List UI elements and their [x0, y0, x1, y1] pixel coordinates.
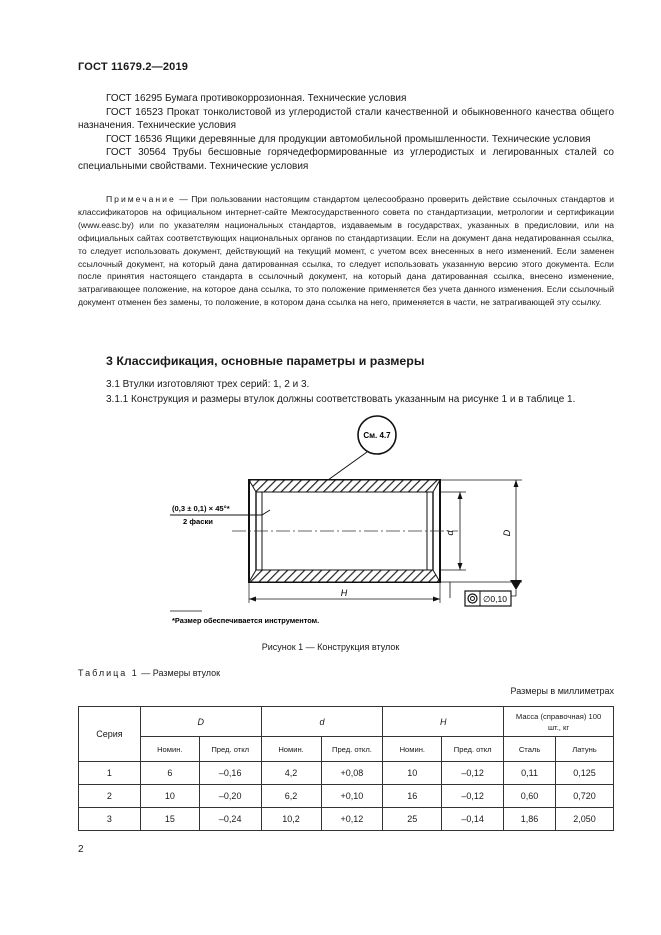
table-cell: +0,08 — [321, 762, 383, 785]
subheader-deviation: Пред. откл. — [321, 737, 383, 762]
subheader-deviation: Пред. откл — [199, 737, 261, 762]
reference-item: ГОСТ 16523 Прокат тонколистовой из углеродистой стали качественной и обыкновенного качества общего назначения. Технические условия — [78, 106, 614, 132]
dimensions-table — [78, 706, 614, 831]
table-cell: 0,60 — [504, 785, 556, 808]
table-cell: –0,14 — [442, 808, 504, 831]
document-header: ГОСТ 11679.2—2019 — [78, 61, 189, 73]
chamfer-value: (0,3 ± 0,1) × 45°* — [172, 504, 230, 513]
lower-wall-hatch — [249, 570, 440, 582]
table-cell: 15 — [140, 808, 199, 831]
table-cell: –0,16 — [199, 762, 261, 785]
chamfer-count: 2 фаски — [183, 517, 213, 526]
reference-leader — [328, 452, 367, 480]
table-cell: 0,11 — [504, 762, 556, 785]
dimension-d-label: d — [445, 530, 455, 536]
subheader-deviation: Пред. откл — [442, 737, 504, 762]
table-cell: –0,12 — [442, 762, 504, 785]
subheader-nominal: Номин. — [261, 737, 321, 762]
reference-item: ГОСТ 16536 Ящики деревянные для продукции автомобильной промышленности. Технические условия — [106, 133, 591, 145]
header-D: D — [140, 707, 261, 737]
units-note: Размеры в миллиметрах — [510, 686, 614, 696]
see-reference: См. 4.7 — [363, 431, 391, 440]
subheader-brass: Латунь — [556, 737, 614, 762]
section-heading: 3 Классификация, основные параметры и размеры — [106, 354, 425, 368]
table-cell: +0,12 — [321, 808, 383, 831]
table-cell: 0,125 — [556, 762, 614, 785]
table-row — [79, 762, 614, 785]
table-cell: 4,2 — [261, 762, 321, 785]
subheader-nominal: Номин. — [383, 737, 442, 762]
figure-footnote: *Размер обеспечивается инструментом. — [172, 616, 320, 625]
table-cell: –0,20 — [199, 785, 261, 808]
table-cell: 1,86 — [504, 808, 556, 831]
table-caption-label: Таблица 1 — [78, 668, 139, 678]
subheader-steel: Сталь — [504, 737, 556, 762]
table-cell: 0,720 — [556, 785, 614, 808]
table-cell: 6 — [140, 762, 199, 785]
header-d: d — [261, 707, 383, 737]
table-caption-text: — Размеры втулок — [138, 668, 221, 678]
table-header-row — [79, 707, 614, 737]
table-caption — [78, 668, 220, 678]
table-cell: 10,2 — [261, 808, 321, 831]
table-cell: 10 — [140, 785, 199, 808]
table-cell: –0,12 — [442, 785, 504, 808]
table-cell: –0,24 — [199, 808, 261, 831]
header-series: Серия — [79, 707, 141, 762]
note-text: — При пользовании настоящим стандартом целесообразно проверить действие ссылочных стандартов и классификаторов на официальном интернет-сайте Межгосударственного совета по стандартизации, метрологии и сертификации (www.easc.by) или по указателям национальных стандартов, издаваемым в государствах, указанных в предисловии, или на официальных сайтах соответствующих национальных органов по стандартизации. Если на документ дана недатированная ссылка, то следует использовать документ, действующий на текущий момент, с учетом всех внесенных в него изменений. Если заменен ссылочный документ, на который дана датированная ссылка, то следует использовать указанную версию этого документа. Если после принятия настоящего стандарта в ссылочный документ, на который дана датированная ссылка, внесено изменение, затрагивающее положение, на которое дана ссылка, то это положение применяется без учета данного изменения. Если ссылочный документ отменен без замены, то положение, в котором дана ссылка на него, применяется в части, не затрагивающей эту ссылку. — [78, 194, 614, 308]
subheader-nominal: Номин. — [140, 737, 199, 762]
table-cell: 2 — [79, 785, 141, 808]
dimension-H-label: H — [340, 588, 348, 598]
header-H: H — [383, 707, 504, 737]
table-cell: 3 — [79, 808, 141, 831]
reference-item: ГОСТ 30564 Трубы бесшовные горячедеформированные из углеродистых и легированных сталей со специальными свойствами. Технические условия — [78, 147, 614, 172]
table-cell: 6,2 — [261, 785, 321, 808]
clause-3-1: 3.1 Втулки изготовляют трех серий: 1, 2 и 3. — [106, 379, 310, 390]
upper-wall-hatch — [249, 480, 440, 492]
page-number: 2 — [78, 844, 84, 855]
table-cell: 1 — [79, 762, 141, 785]
header-mass: Масса (справочная) 100 шт., кг — [504, 707, 614, 737]
table-cell: +0,10 — [321, 785, 383, 808]
table-cell: 25 — [383, 808, 442, 831]
dimension-D-label: D — [502, 529, 512, 537]
table-cell: 16 — [383, 785, 442, 808]
reference-item: ГОСТ 16295 Бумага противокоррозионная. Технические условия — [106, 93, 407, 104]
table-subheader-row — [79, 737, 614, 762]
table-row — [79, 808, 614, 831]
note-label: Примечание — [106, 194, 176, 204]
table-cell: 2,050 — [556, 808, 614, 831]
figure-caption: Рисунок 1 — Конструкция втулок — [261, 642, 400, 652]
bushing-section — [232, 480, 458, 582]
table-cell: 10 — [383, 762, 442, 785]
tolerance-value: ∅0,10 — [483, 594, 507, 604]
datum-triangle — [510, 580, 522, 590]
table-row — [79, 785, 614, 808]
clause-3-1-1: 3.1.1 Конструкция и размеры втулок должны соответствовать указанным на рисунке 1 и в таблице 1. — [106, 394, 576, 405]
